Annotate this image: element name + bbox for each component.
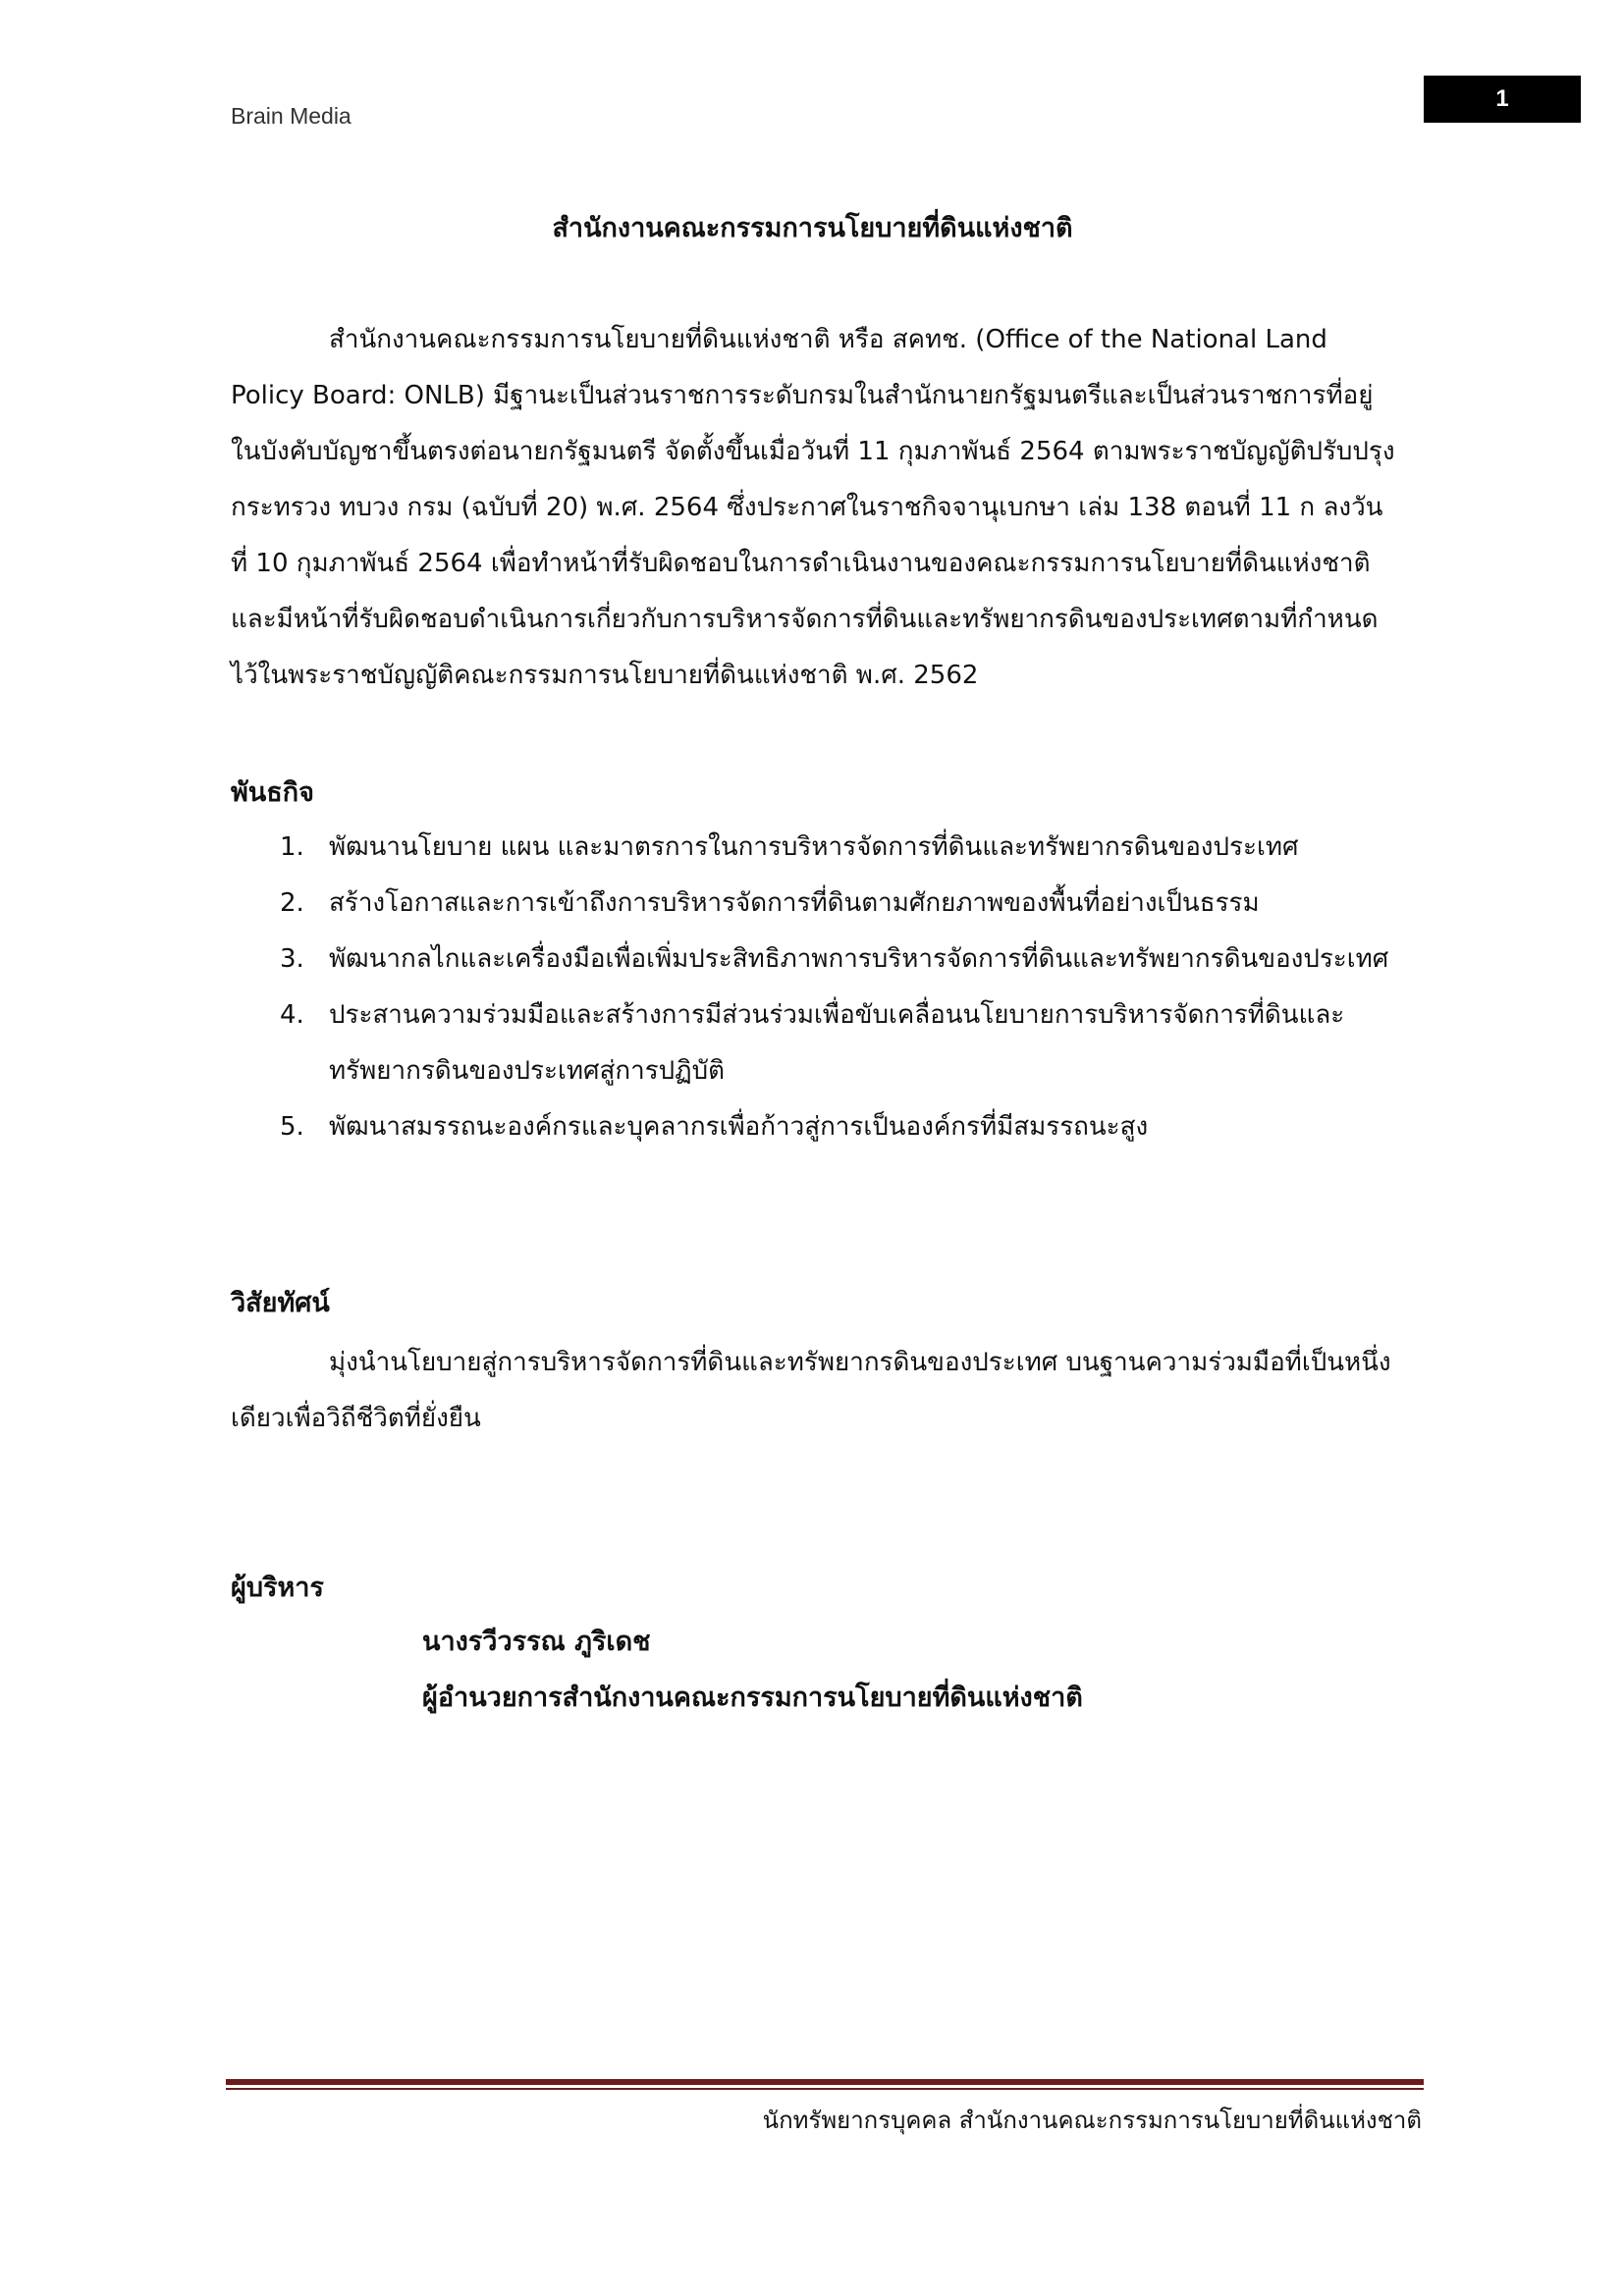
footer-divider [226, 2079, 1424, 2090]
executive-name: นางรวีวรรณ ภูริเดช [422, 1627, 651, 1657]
document-title: สำนักงานคณะกรรมการนโยบายที่ดินแห่งชาติ [552, 213, 1073, 243]
list-item [270, 932, 1399, 988]
footer-divider-thin [226, 2088, 1424, 2090]
list-item-text: ประสานความร่วมมือและสร้างการมีส่วนร่วมเพื่อขับเคลื่อนนโยบายการบริหารจัดการที่ดินและทรัพยากรดินของประเทศสู่การปฏิบัติ [329, 1000, 1345, 1086]
list-item [270, 820, 1399, 876]
mission-heading: พันธกิจ [231, 777, 314, 808]
list-item-number: 2. [280, 888, 304, 918]
page-number-box [1424, 76, 1581, 123]
vision-heading: วิสัยทัศน์ [231, 1288, 330, 1318]
page-number: 1 [1495, 85, 1509, 112]
header-brand: Brain Media [231, 103, 352, 129]
mission-list [270, 820, 1399, 1155]
executive-position: ผู้อำนวยการสำนักงานคณะกรรมการนโยบายที่ดินแห่งชาติ [422, 1682, 1083, 1713]
footer-text: นักทรัพยากรบุคคล สำนักงานคณะกรรมการนโยบายที่ดินแห่งชาติ [762, 2107, 1422, 2134]
list-item-text: พัฒนากลไกและเครื่องมือเพื่อเพิ่มประสิทธิภาพการบริหารจัดการที่ดินและทรัพยากรดินของประเทศ [329, 944, 1389, 974]
footer-divider-thick [226, 2079, 1424, 2085]
list-item-number: 1. [280, 832, 304, 862]
list-item-text: พัฒนานโยบาย แผน และมาตรการในการบริหารจัดการที่ดินและทรัพยากรดินของประเทศ [329, 832, 1299, 862]
executive-heading: ผู้บริหาร [231, 1573, 324, 1603]
list-item-number: 3. [280, 944, 304, 974]
intro-paragraph: สำนักงานคณะกรรมการนโยบายที่ดินแห่งชาติ หรือ สคทช. (Office of the National Land Policy Board: ONLB) มีฐานะเป็นส่วนราชการระดับกรมในสำนักนายกรัฐมนตรีและเป็นส่วนราชการที่อยู่ในบังคับบัญชาขึ้นตรงต่อนายกรัฐมนตรี จัดตั้งขึ้นเมื่อวันที่ 11 กุมภาพันธ์ 2564 ตามพระราชบัญญัติปรับปรุงกระทรวง ทบวง กรม (ฉบับที่ 20) พ.ศ. 2564 ซึ่งประกาศในราชกิจจานุเบกษา เล่ม 138 ตอนที่ 11 ก ลงวันที่ 10 กุมภาพันธ์ 2564 เพื่อทำหน้าที่รับผิดชอบในการดำเนินงานของคณะกรรมการนโยบายที่ดินแห่งชาติ และมีหน้าที่รับผิดชอบดำเนินการเกี่ยวกับการบริหารจัดการที่ดินและทรัพยากรดินของประเทศตามที่กำหนดไว้ในพระราชบัญญัติคณะกรรมการนโยบายที่ดินแห่งชาติ พ.ศ. 2562 [231, 325, 1395, 690]
list-item-number: 5. [280, 1112, 304, 1142]
list-item-number: 4. [280, 1000, 304, 1030]
vision-paragraph: มุ่งนำนโยบายสู่การบริหารจัดการที่ดินและทรัพยากรดินของประเทศ บนฐานความร่วมมือที่เป็นหนึ่งเดียวเพื่อวิถีชีวิตที่ยั่งยืน [231, 1348, 1391, 1433]
list-item [270, 988, 1399, 1099]
list-item-text: พัฒนาสมรรถนะองค์กรและบุคลากรเพื่อก้าวสู่การเป็นองค์กรที่มีสมรรถนะสูง [329, 1112, 1149, 1142]
list-item-text: สร้างโอกาสและการเข้าถึงการบริหารจัดการที่ดินตามศักยภาพของพื้นที่อย่างเป็นธรรม [329, 888, 1260, 918]
list-item [270, 1099, 1399, 1155]
list-item [270, 876, 1399, 932]
